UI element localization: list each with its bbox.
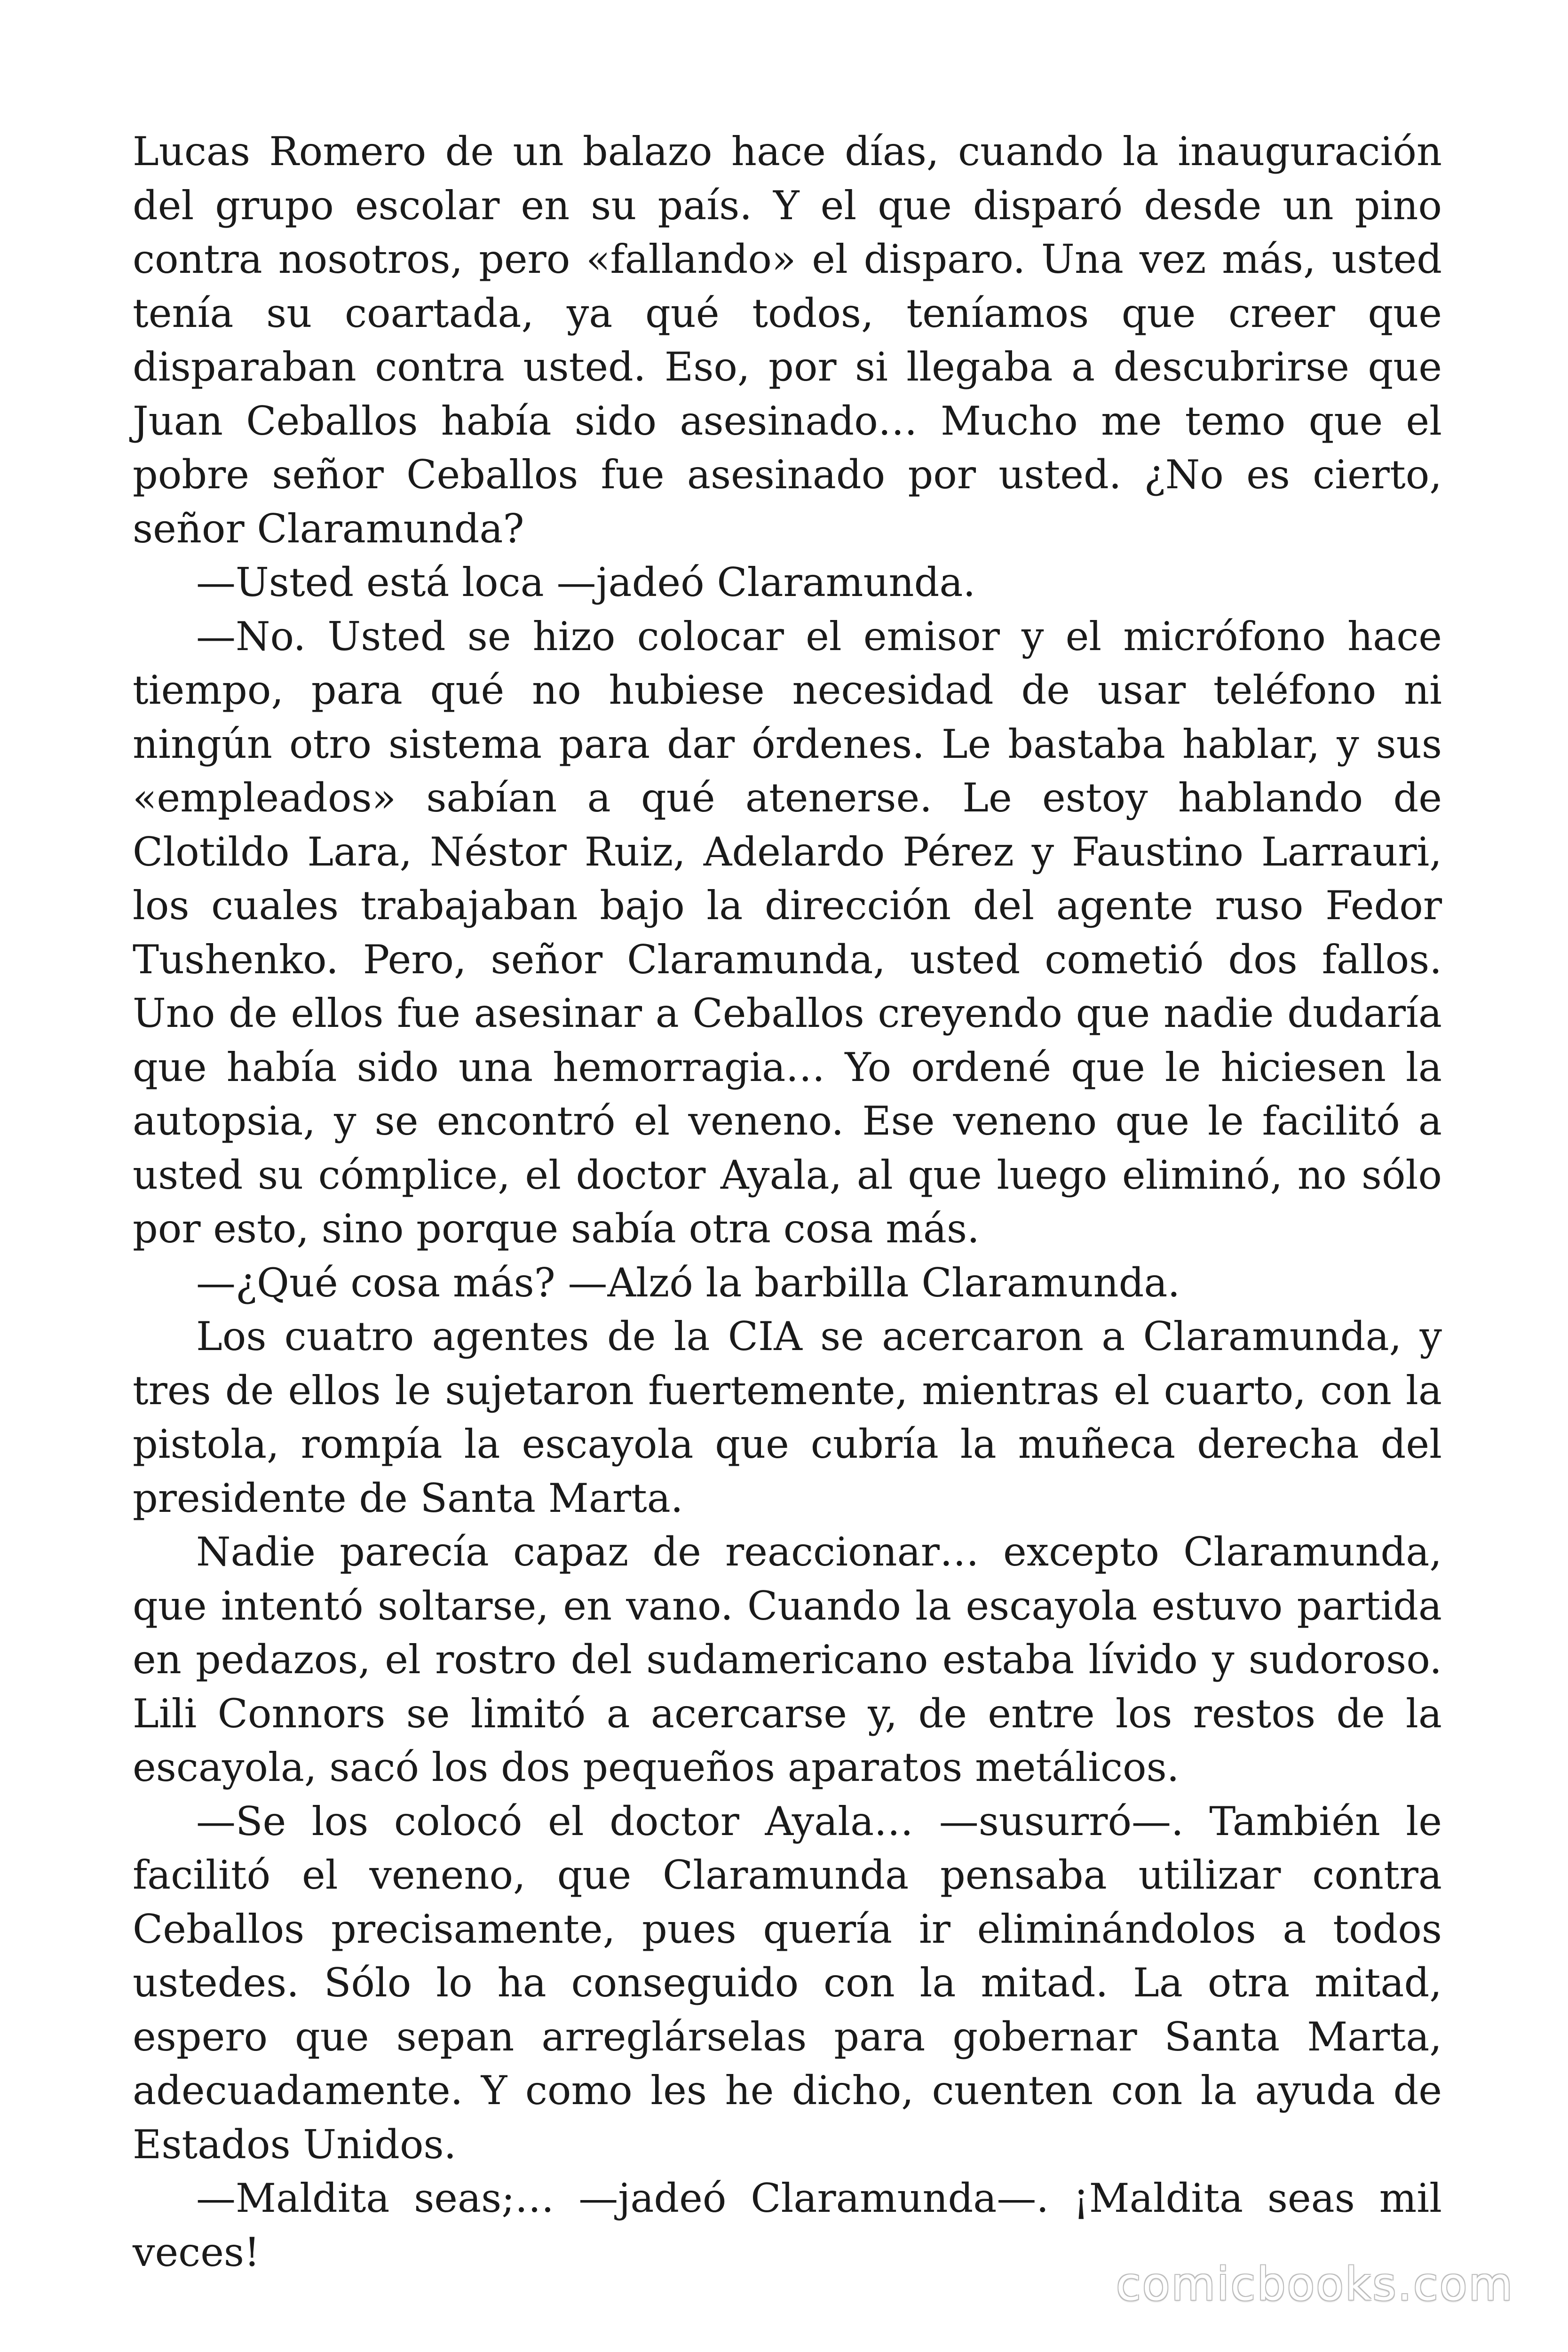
- paragraph: —¿Qué cosa más? —Alzó la barbilla Claramunda.: [196, 1259, 1180, 1306]
- paragraph: Nadie parecía capaz de reaccionar… excepto Claramunda, que intentó soltarse, en vano. Cuando la escayola estuvo partida en pedazos, el rostro del sudamericano estaba lívido y sudoroso. Lili Connors se limitó a acercarse y, de entre los restos de la escayola, sacó los dos pequeños aparatos metálicos.: [133, 1529, 1442, 1790]
- paragraph: —Usted está loca —jadeó Claramunda.: [196, 559, 976, 605]
- body-text: [133, 125, 1442, 2279]
- watermark-text: comicbooks.com: [1116, 2258, 1514, 2311]
- paragraph: —Maldita seas;… —jadeó Claramunda—. ¡Maldita seas mil veces!: [133, 2175, 1442, 2275]
- paragraph: Lucas Romero de un balazo hace días, cuando la inauguración del grupo escolar en su país. Y el que disparó desde un pino contra nosotros, pero «fallando» el disparo. Una vez más, usted tenía su coartada, ya qué todos, teníamos que creer que disparaban contra usted. Eso, por si llegaba a descubrirse que Juan Ceballos había sido asesinado… Mucho me temo que el pobre señor Ceballos fue asesinado por usted. ¿No es cierto, señor Claramunda?: [133, 128, 1442, 552]
- paragraph: Los cuatro agentes de la CIA se acercaron a Claramunda, y tres de ellos le sujetaron fuertemente, mientras el cuarto, con la pistola, rompía la escayola que cubría la muñeca derecha del presidente de Santa Marta.: [133, 1313, 1442, 1521]
- paragraph: —Se los colocó el doctor Ayala… —susurró—. También le facilitó el veneno, que Claramunda pensaba utilizar contra Ceballos precisamente, pues quería ir eliminándolos a todos ustedes. Sólo lo ha conseguido con la mitad. La otra mitad, espero que sepan arreglárselas para gobernar Santa Marta, adecuadamente. Y como les he dicho, cuenten con la ayuda de Estados Unidos.: [133, 1798, 1442, 2168]
- paragraph: —No. Usted se hizo colocar el emisor y el micrófono hace tiempo, para qué no hubiese necesidad de usar teléfono ni ningún otro sistema para dar órdenes. Le bastaba hablar, y sus «empleados» sabían a qué atenerse. Le estoy hablando de Clotildo Lara, Néstor Ruiz, Adelardo Pérez y Faustino Larrauri, los cuales trabajaban bajo la dirección del agente ruso Fedor Tushenko. Pero, señor Claramunda, usted cometió dos fallos. Uno de ellos fue asesinar a Ceballos creyendo que nadie dudaría que había sido una hemorragia… Yo ordené que le hiciesen la autopsia, y se encontró el veneno. Ese veneno que le facilitó a usted su cómplice, el doctor Ayala, al que luego eliminó, no sólo por esto, sino porque sabía otra cosa más.: [133, 613, 1442, 1252]
